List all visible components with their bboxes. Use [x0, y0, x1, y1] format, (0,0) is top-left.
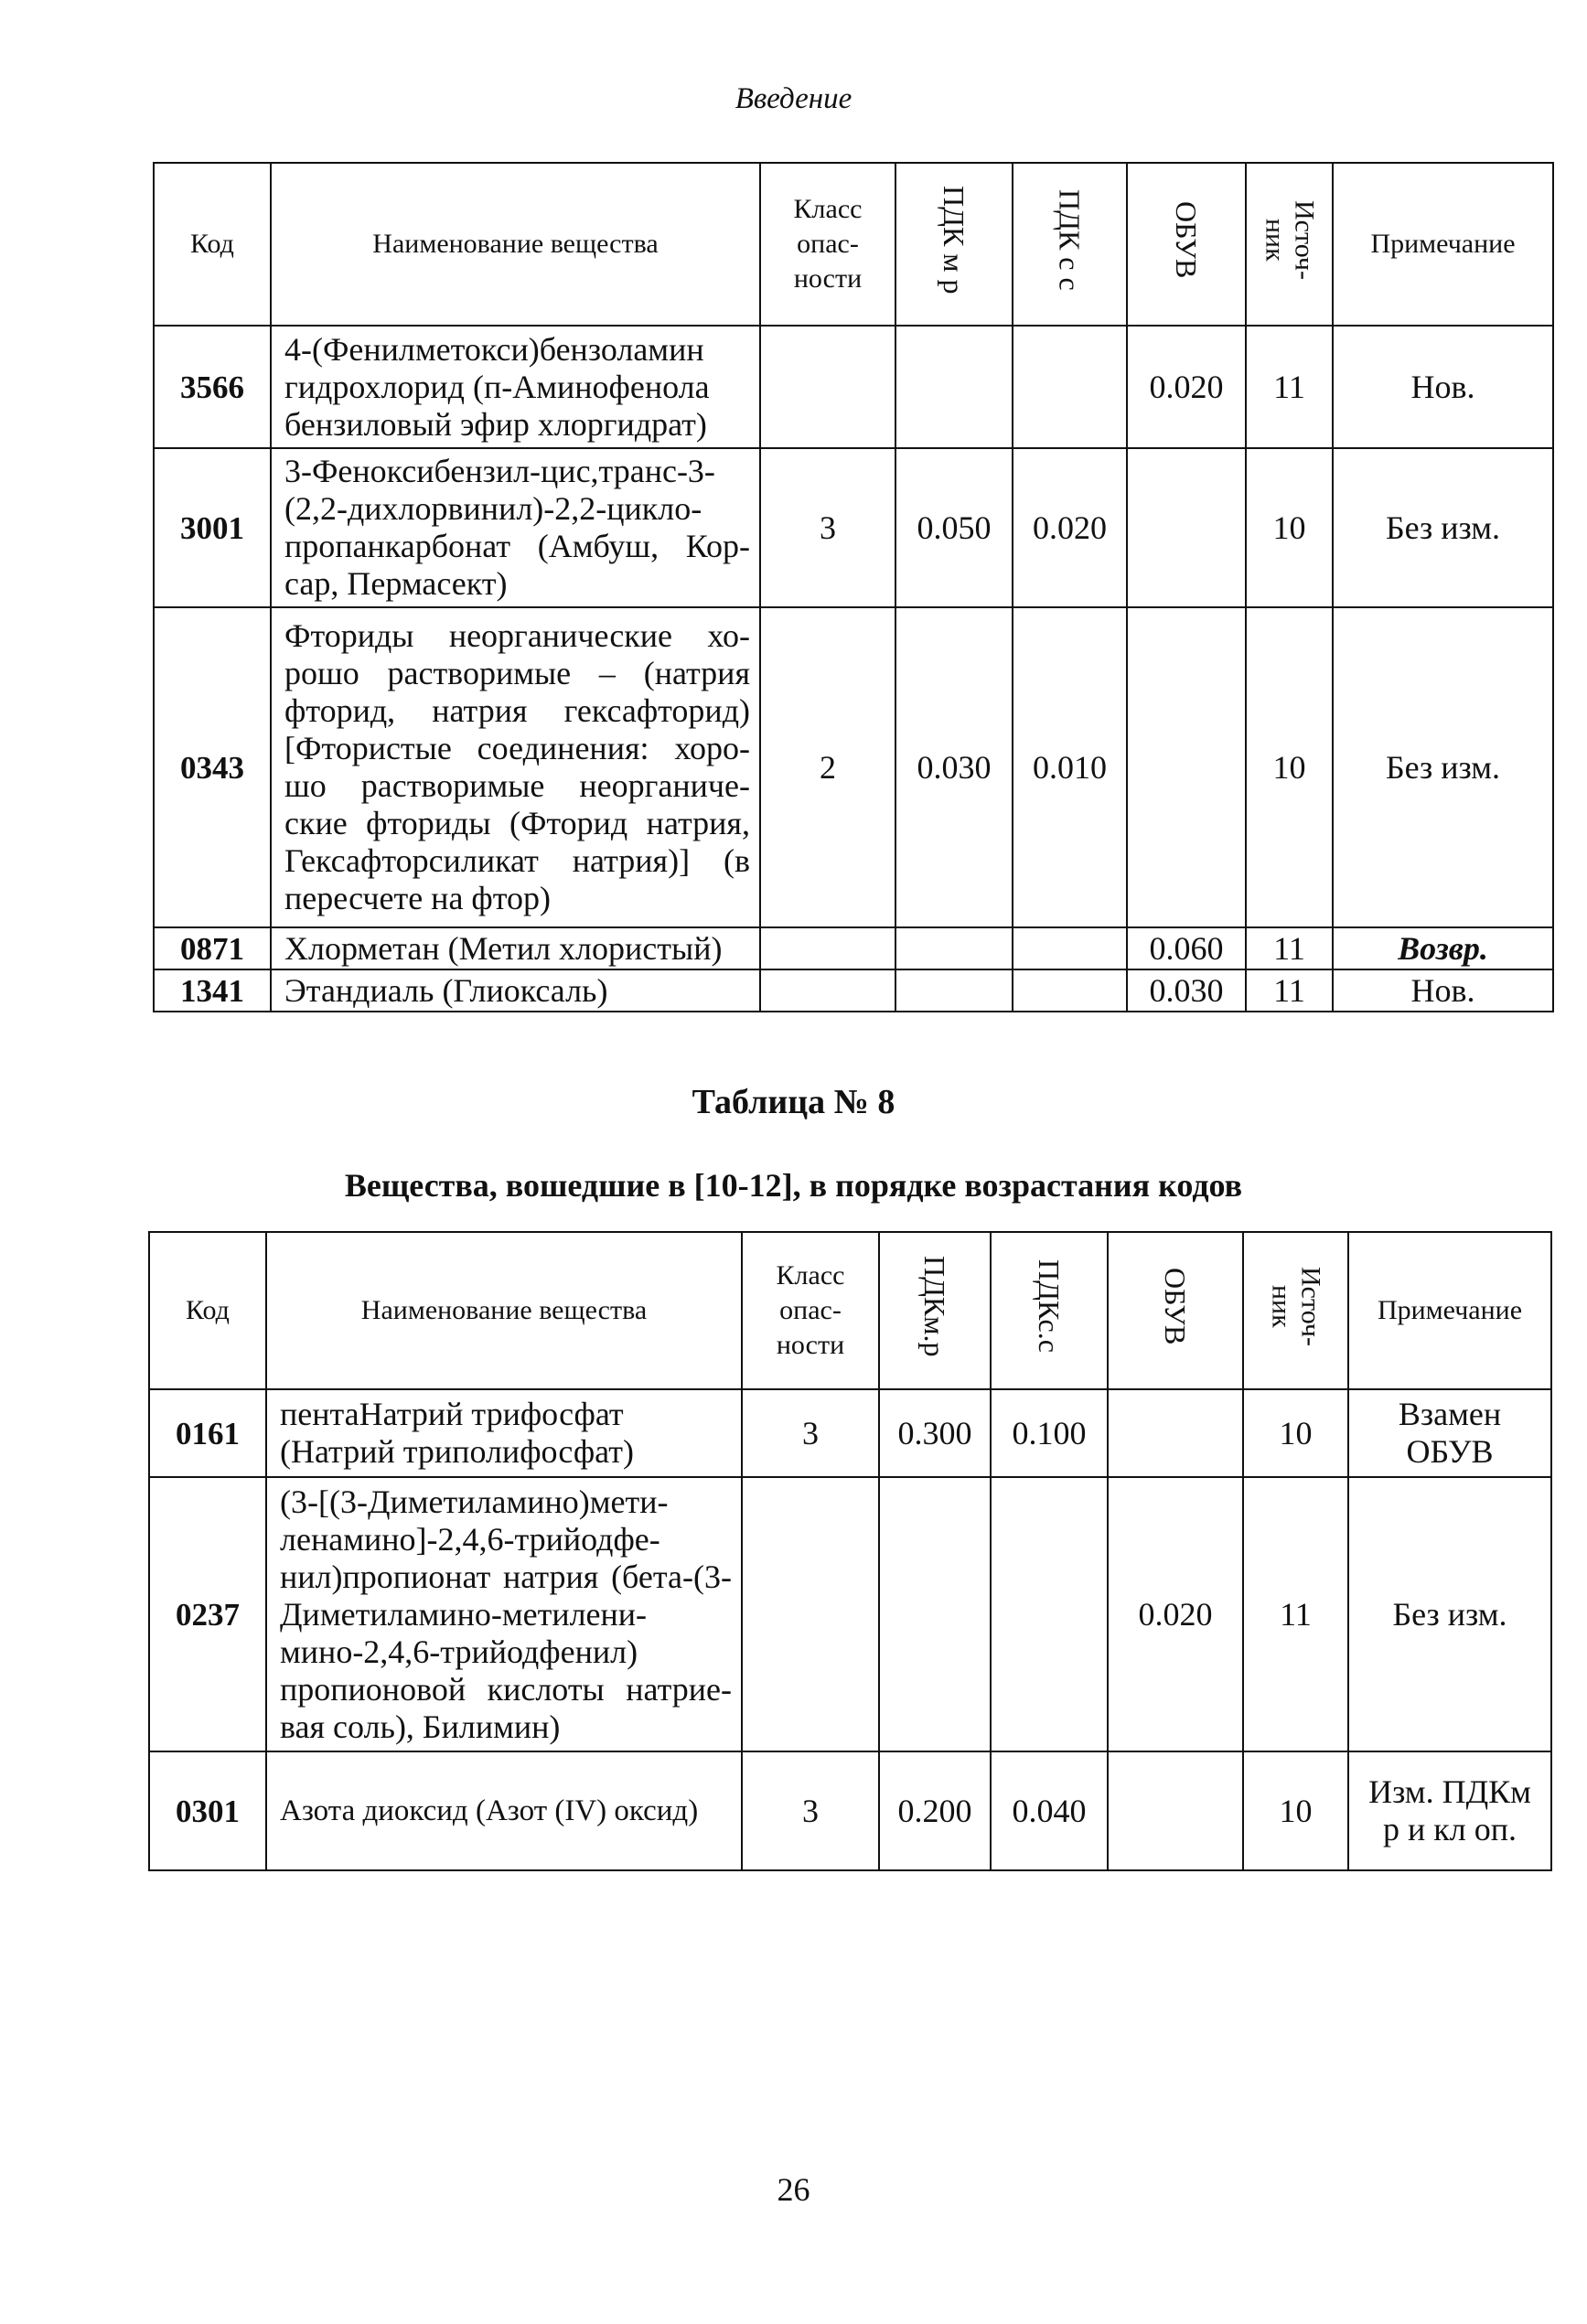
row-obuv	[1127, 448, 1246, 607]
row-hazard-class	[742, 1477, 879, 1751]
col-header-note: Примечание	[1348, 1232, 1551, 1389]
row-obuv	[1108, 1751, 1243, 1870]
row-pdk-ss	[1013, 969, 1127, 1012]
table-8-title: Таблица № 8	[692, 1083, 895, 1121]
running-header: Введение	[735, 82, 852, 115]
table-row	[149, 1477, 1551, 1751]
table-row	[154, 969, 1553, 1012]
col-header-code: Код	[154, 163, 271, 326]
row-source: 11	[1246, 969, 1333, 1012]
row-hazard-class	[760, 927, 895, 969]
row-obuv: 0.060	[1127, 927, 1246, 969]
row-hazard-class: 3	[742, 1389, 879, 1477]
table-row	[149, 1751, 1551, 1870]
row-note: Нов.	[1333, 326, 1553, 448]
table-header-row	[154, 163, 1553, 326]
row-code: 3566	[154, 326, 271, 448]
row-substance-name: пентаНатрий трифосфат (Натрий триполифосфат)	[266, 1389, 742, 1477]
row-source: 11	[1246, 927, 1333, 969]
table-8-subtitle: Вещества, вошедшие в [10-12], в порядке возрастания кодов	[344, 1167, 1243, 1204]
row-hazard-class: 3	[760, 448, 895, 607]
row-note: Без изм.	[1348, 1477, 1551, 1751]
row-code: 0871	[154, 927, 271, 969]
row-hazard-class: 3	[742, 1751, 879, 1870]
row-pdk-mr	[879, 1477, 991, 1751]
row-pdk-mr: 0.300	[879, 1389, 991, 1477]
row-hazard-class	[760, 969, 895, 1012]
row-pdk-mr: 0.030	[895, 607, 1013, 927]
row-substance-name: 4-(Фенилметокси)бензоламин гидрохлорид (п-Аминофенола бензиловый эфир хлоргидрат)	[271, 326, 760, 448]
col-header-pdk-mr: ПДКм.р	[918, 1255, 951, 1357]
row-note: Взамен ОБУВ	[1348, 1389, 1551, 1477]
page-number: 26	[777, 2171, 810, 2208]
row-obuv: 0.030	[1127, 969, 1246, 1012]
row-note: Нов.	[1333, 969, 1553, 1012]
col-header-hazard-class: Класс опас-ности	[760, 163, 895, 326]
substances-table-continued	[153, 162, 1554, 1012]
col-header-name: Наименование вещества	[271, 163, 760, 326]
row-source: 10	[1246, 448, 1333, 607]
col-header-obuv: ОБУВ	[1170, 200, 1203, 279]
table-row	[154, 927, 1553, 969]
row-pdk-mr: 0.200	[879, 1751, 991, 1870]
row-substance-name: 3-Феноксибензил-цис,транс-3-(2,2-дихлорвинил)-2,2-цикло-пропанкарбонат (Амбуш, Кор-сар, Пермасект)	[271, 448, 760, 607]
row-source: 10	[1243, 1389, 1348, 1477]
row-note: Возвр.	[1333, 927, 1553, 969]
col-header-source: Источ-ник	[1266, 1266, 1326, 1346]
row-hazard-class	[760, 326, 895, 448]
col-header-note: Примечание	[1333, 163, 1553, 326]
col-header-code: Код	[149, 1232, 266, 1389]
col-header-hazard-class: Класс опас-ности	[742, 1232, 879, 1389]
row-note: Без изм.	[1333, 607, 1553, 927]
row-pdk-mr	[895, 326, 1013, 448]
row-substance-name: Азота диоксид (Азот (IV) оксид)	[266, 1751, 742, 1870]
row-code: 0343	[154, 607, 271, 927]
col-header-source: Источ-ник	[1260, 199, 1320, 280]
row-note: Без изм.	[1333, 448, 1553, 607]
row-hazard-class: 2	[760, 607, 895, 927]
row-substance-name: (3-[(3-Диметиламино)мети-ленамино]-2,4,6-трийодфе-нил)пропионат натрия (бета-(3-Диметиламино-метилени-мино-2,4,6-трийодфенил) пропионовой кислоты натрие-вая соль), Билимин)	[266, 1477, 742, 1751]
row-code: 3001	[154, 448, 271, 607]
row-pdk-ss: 0.040	[991, 1751, 1108, 1870]
row-obuv	[1108, 1389, 1243, 1477]
row-pdk-ss	[1013, 927, 1127, 969]
col-header-obuv: ОБУВ	[1159, 1267, 1192, 1345]
row-note: Изм. ПДКм р и кл оп.	[1348, 1751, 1551, 1870]
col-header-pdk-mr: ПДК м р	[938, 185, 970, 295]
row-pdk-mr: 0.050	[895, 448, 1013, 607]
row-pdk-ss	[1013, 326, 1127, 448]
row-obuv: 0.020	[1127, 326, 1246, 448]
col-header-name: Наименование вещества	[266, 1232, 742, 1389]
table-8	[148, 1231, 1552, 1871]
row-pdk-ss: 0.020	[1013, 448, 1127, 607]
table-row	[154, 326, 1553, 448]
row-code: 0237	[149, 1477, 266, 1751]
row-pdk-ss	[991, 1477, 1108, 1751]
row-source: 10	[1246, 607, 1333, 927]
row-obuv: 0.020	[1108, 1477, 1243, 1751]
row-source: 11	[1246, 326, 1333, 448]
table-row	[154, 607, 1553, 927]
table-header-row	[149, 1232, 1551, 1389]
row-source: 11	[1243, 1477, 1348, 1751]
table-row	[149, 1389, 1551, 1477]
row-obuv	[1127, 607, 1246, 927]
col-header-pdk-ss: ПДКс.с	[1033, 1259, 1066, 1353]
row-pdk-ss: 0.010	[1013, 607, 1127, 927]
table-row	[154, 448, 1553, 607]
row-substance-name: Этандиаль (Глиоксаль)	[271, 969, 760, 1012]
row-pdk-mr	[895, 969, 1013, 1012]
row-substance-name: Хлорметан (Метил хлористый)	[271, 927, 760, 969]
row-source: 10	[1243, 1751, 1348, 1870]
row-code: 1341	[154, 969, 271, 1012]
row-code: 0161	[149, 1389, 266, 1477]
row-pdk-mr	[895, 927, 1013, 969]
row-substance-name: Фториды неорганические хо-рошо растворимые – (натрия фторид, натрия гексафторид) [Фтористые соединения: хоро-шо растворимые неорганиче-ские фториды (Фторид натрия, Гексафторсиликат натрия)] (в пересчете на фтор)	[271, 607, 760, 927]
row-code: 0301	[149, 1751, 266, 1870]
row-pdk-ss: 0.100	[991, 1389, 1108, 1477]
col-header-pdk-ss: ПДК с с	[1053, 188, 1087, 291]
